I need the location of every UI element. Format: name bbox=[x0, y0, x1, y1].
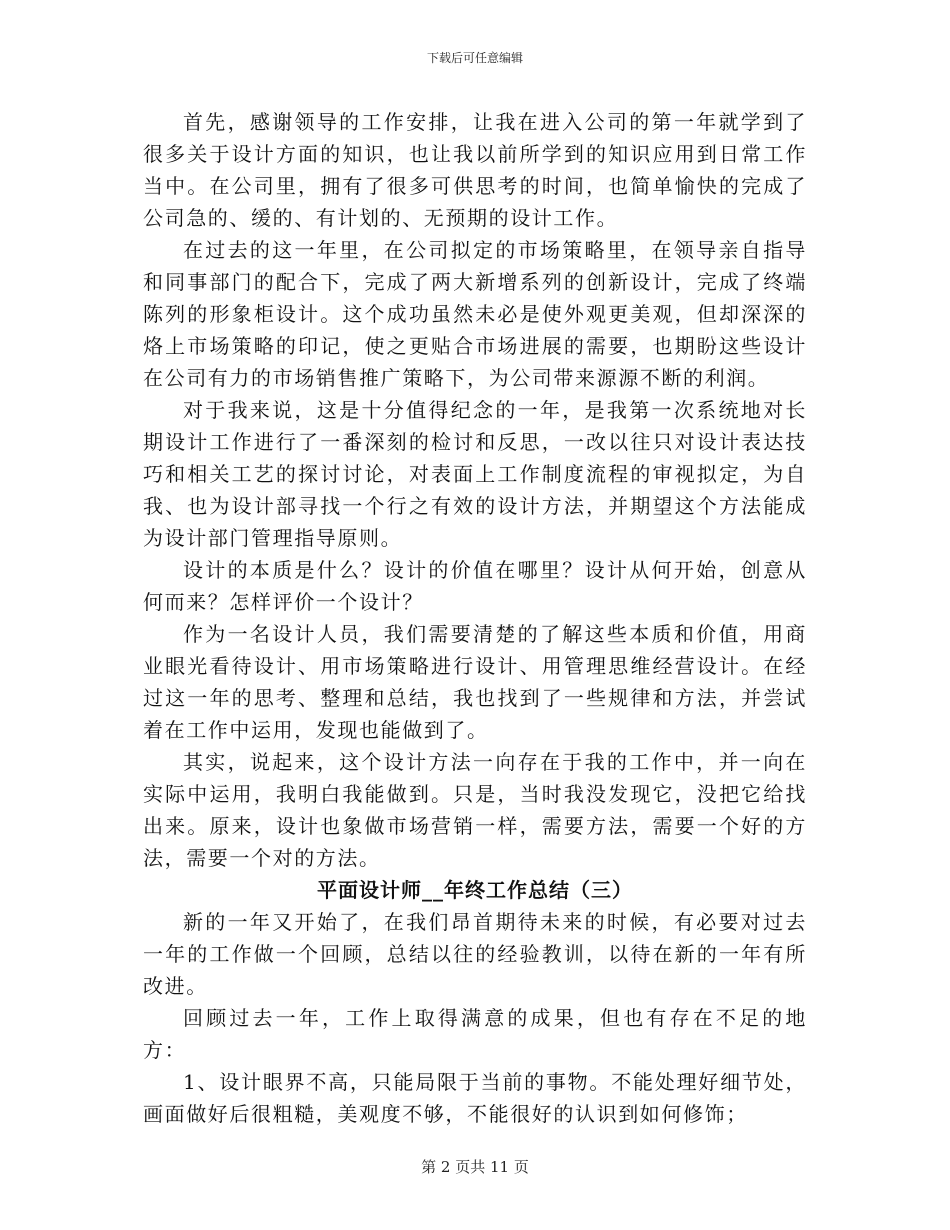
paragraph: 对于我来说，这是十分值得纪念的一年，是我第一次系统地对长期设计工作进行了一番深刻的检讨和反思，一改以往只对设计表达技巧和相关工艺的探讨讨论，对表面上工作制度流程的审视拟定，为自我、也为设计部寻找一个行之有效的设计方法，并期望这个方法能成为设计部门管理指导原则。 bbox=[143, 398, 807, 550]
section-heading: 平面设计师__年终工作总结（三） bbox=[317, 878, 633, 902]
paragraph: 作为一名设计人员，我们需要清楚的了解这些本质和价值，用商业眼光看待设计、用市场策略进行设计、用管理思维经营设计。在经过这一年的思考、整理和总结，我也找到了一些规律和方法，并尝试着在工作中运用，发现也能做到了。 bbox=[143, 622, 807, 742]
paragraph: 首先，感谢领导的工作安排，让我在进入公司的第一年就学到了很多关于设计方面的知识，也让我以前所学到的知识应用到日常工作当中。在公司里，拥有了很多可供思考的时间，也简单愉快的完成了公司急的、缓的、有计划的、无预期的设计工作。 bbox=[143, 110, 807, 230]
paragraph: 其实，说起来，这个设计方法一向存在于我的工作中，并一向在实际中运用，我明白我能做到。只是，当时我没发现它，没把它给找出来。原来，设计也象做市场营销一样，需要方法，需要一个好的方法，需要一个对的方法。 bbox=[143, 750, 807, 870]
paragraph: 新的一年又开始了，在我们昂首期待未来的时候，有必要对过去一年的工作做一个回顾，总结以往的经验教训，以待在新的一年有所改进。 bbox=[143, 910, 807, 998]
paragraph: 设计的本质是什么？设计的价值在哪里？设计从何开始，创意从何而来？怎样评价一个设计？ bbox=[143, 558, 807, 614]
paragraph: 回顾过去一年，工作上取得满意的成果，但也有存在不足的地方： bbox=[143, 1006, 807, 1062]
page-header: 下载后可任意编辑 bbox=[426, 51, 523, 65]
page-footer: 第 2 页共 11 页 bbox=[421, 1158, 529, 1176]
document-body bbox=[143, 106, 807, 1130]
paragraph: 1、设计眼界不高，只能局限于当前的事物。不能处理好细节处，画面做好后很粗糙，美观度不够，不能很好的认识到如何修饰； bbox=[143, 1070, 807, 1126]
paragraph: 在过去的这一年里，在公司拟定的市场策略里，在领导亲自指导和同事部门的配合下，完成了两大新增系列的创新设计，完成了终端陈列的形象柜设计。这个成功虽然未必是使外观更美观，但却深深的烙上市场策略的印记，使之更贴合市场进展的需要，也期盼这些设计在公司有力的市场销售推广策略下，为公司带来源源不断的利润。 bbox=[143, 238, 807, 390]
